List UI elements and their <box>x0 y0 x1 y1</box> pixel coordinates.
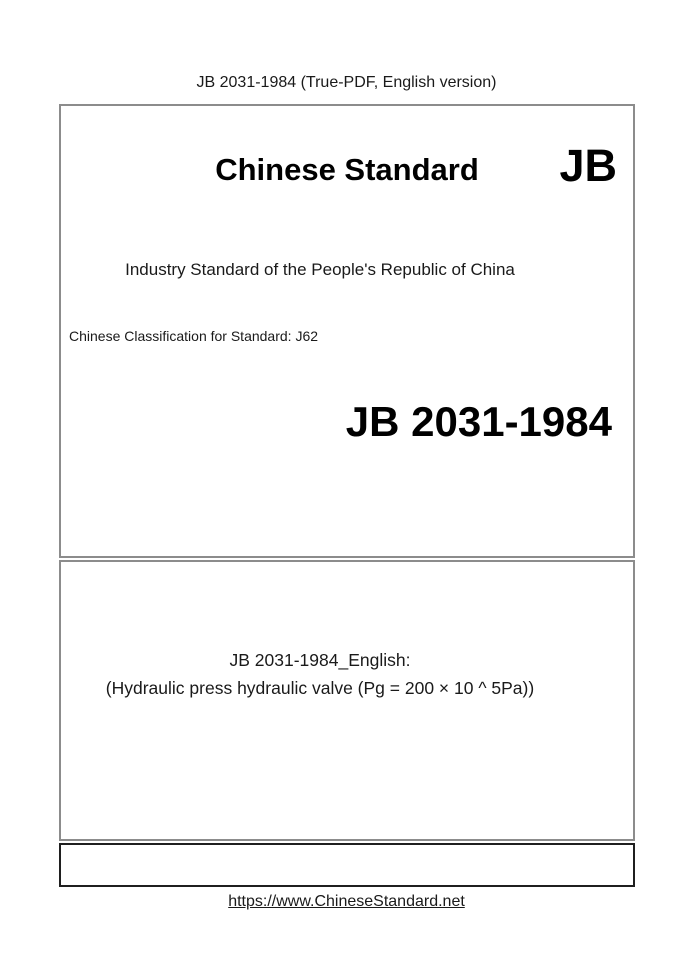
industry-standard-subtitle: Industry Standard of the People's Republic of China <box>125 260 515 279</box>
document-header-line: JB 2031-1984 (True-PDF, English version) <box>196 74 497 91</box>
classification-line: Chinese Classification for Standard: J62 <box>69 328 319 344</box>
main-title: Chinese Standard <box>215 152 479 187</box>
jb-logo: JB <box>559 140 617 191</box>
title-row <box>61 140 633 191</box>
footer-line <box>0 891 693 913</box>
cover-top-box <box>59 104 635 558</box>
cover-bottom-box <box>59 843 635 887</box>
standard-number: JB 2031-1984 <box>345 398 612 445</box>
english-title-block <box>61 646 633 702</box>
website-link[interactable]: https://www.ChineseStandard.net <box>228 893 465 910</box>
english-title-line1: JB 2031-1984_English: <box>229 650 411 670</box>
cover-middle-box <box>59 560 635 841</box>
english-title-line2: (Hydraulic press hydraulic valve (Pg = 200 × 10 ^ 5Pa)) <box>105 678 535 698</box>
